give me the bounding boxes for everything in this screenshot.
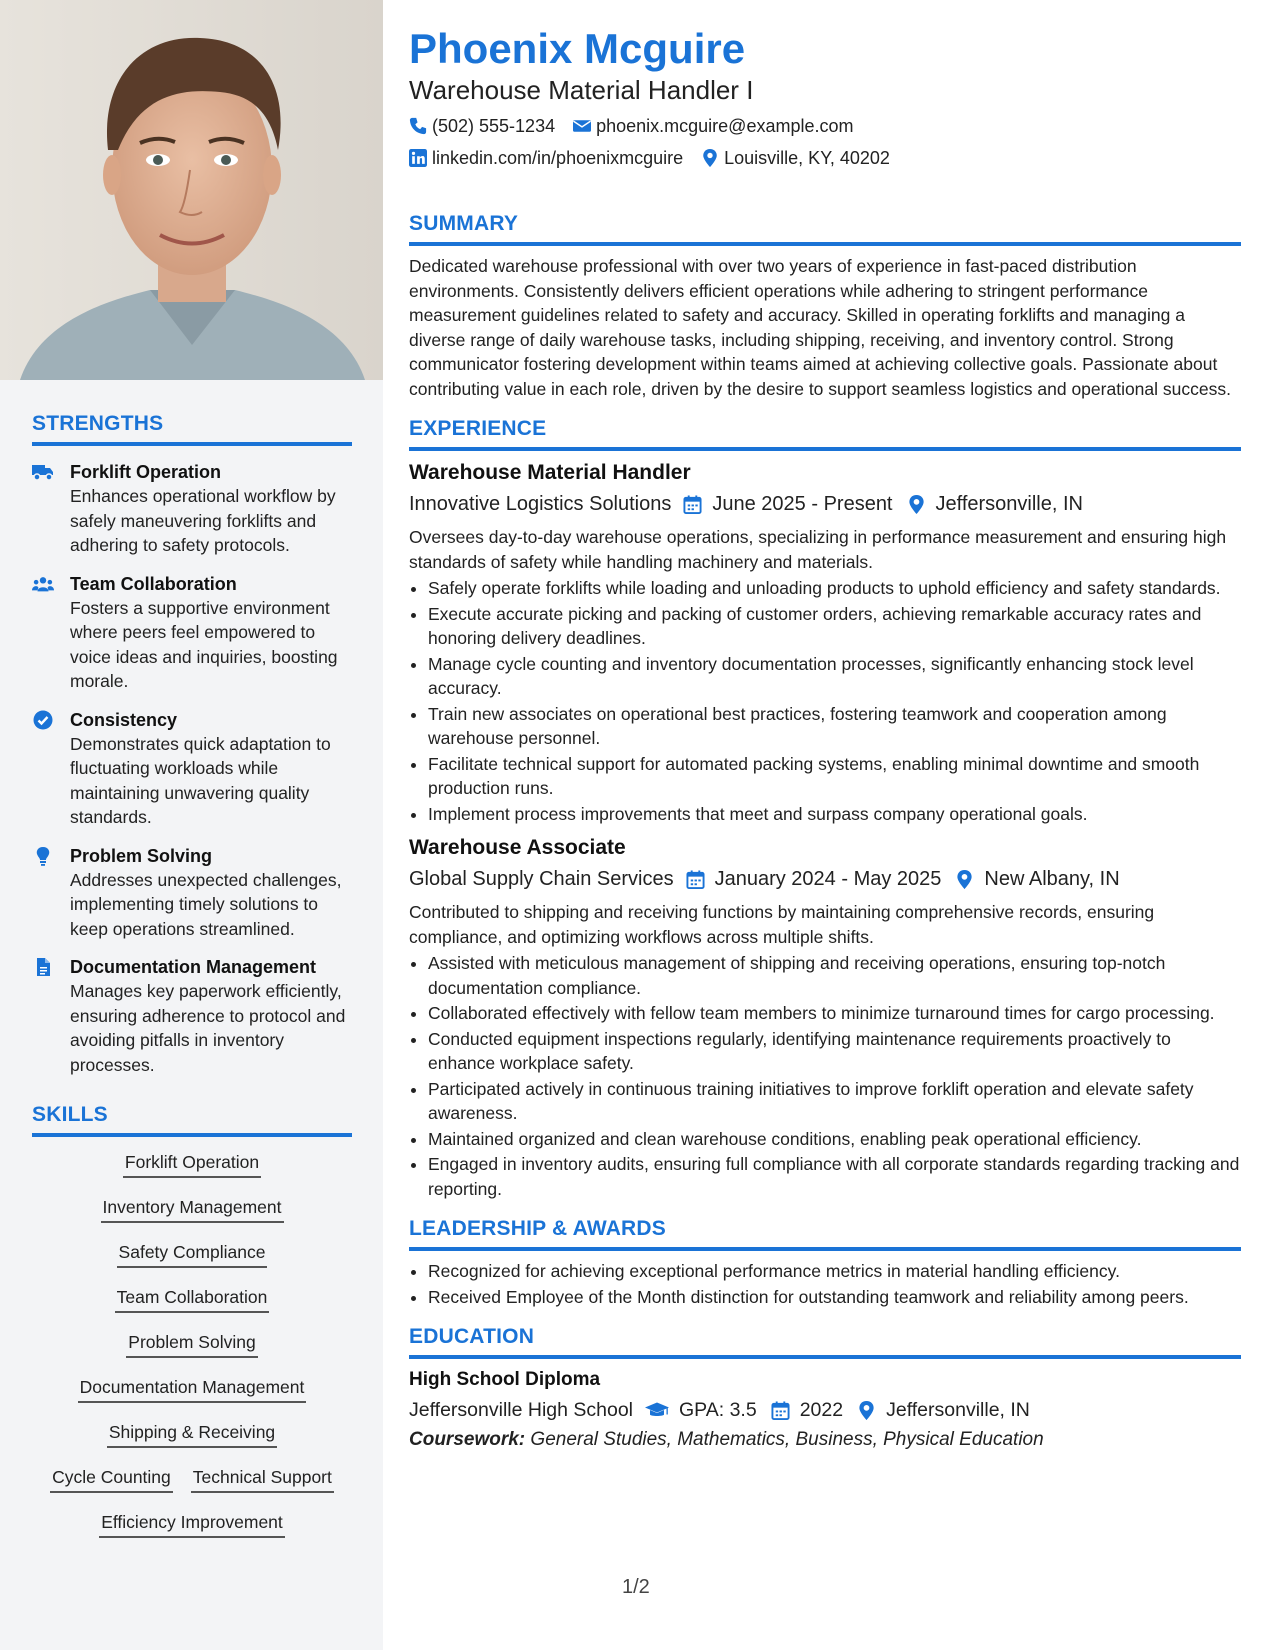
location-pin-icon [955, 870, 974, 889]
lightbulb-icon [32, 844, 70, 942]
skill-tag: Problem Solving [126, 1331, 257, 1358]
awards-section [409, 1217, 1241, 1309]
strength-title: Forklift Operation [70, 462, 222, 482]
section-divider [409, 1247, 1241, 1251]
profile-photo [0, 0, 383, 380]
bullet-item: • Safely operate forklifts while loading and unloading products to uphold efficiency and safety standards. [428, 576, 1241, 601]
job-entry [409, 459, 1241, 826]
experience-section [409, 417, 1241, 1201]
phone-icon [409, 117, 427, 135]
job-dates: January 2024 - May 2025 [714, 868, 942, 890]
contact-row [409, 146, 1241, 170]
job-meta [409, 491, 1241, 517]
bullet-item: • Assisted with meticulous management of shipping and receiving operations, ensuring top-notch documentation compliance. [428, 951, 1241, 1000]
bullet-item: • Implement process improvements that meet and surpass company operational goals. [428, 802, 1241, 827]
skill-tag: Forklift Operation [123, 1151, 261, 1178]
company-name: Global Supply Chain Services [409, 868, 674, 890]
education-section [409, 1325, 1241, 1453]
summary-title: SUMMARY [409, 212, 519, 235]
graduation-year: 2022 [799, 1399, 844, 1421]
location-pin-icon [857, 1401, 876, 1420]
location-text: Louisville, KY, 40202 [724, 147, 890, 168]
graduation-cap-icon [645, 1401, 669, 1420]
school-location: Jeffersonville, IN [886, 1399, 1030, 1421]
bullet-item: • Collaborated effectively with fellow team members to minimize turnaround times for cargo processing. [428, 1001, 1241, 1026]
job-entry [409, 834, 1241, 1201]
linkedin-link[interactable]: linkedin.com/in/phoenixmcguire [432, 147, 684, 168]
strength-item [32, 572, 352, 694]
coursework-label: Coursework: [409, 1429, 526, 1450]
strength-title: Team Collaboration [70, 573, 237, 594]
job-bullets [409, 951, 1241, 1201]
bullet-item: • Execute accurate picking and packing of customer orders, achieving remarkable accuracy rates and honoring delivery deadlines. [428, 602, 1241, 651]
candidate-name: Phoenix Mcguire [409, 25, 746, 72]
skill-tag: Inventory Management [101, 1196, 284, 1223]
calendar-icon [683, 495, 702, 514]
coursework [409, 1427, 1241, 1453]
section-divider [409, 242, 1241, 246]
strength-item [32, 955, 352, 1077]
users-icon [32, 572, 70, 694]
skill-tag: Documentation Management [78, 1376, 307, 1403]
job-title: Warehouse Material Handler [409, 461, 691, 484]
strength-description: Addresses unexpected challenges, implementing timely solutions to keep operations streamlined. [70, 869, 342, 939]
job-location: Jeffersonville, IN [935, 493, 1083, 515]
strength-item [32, 708, 352, 830]
job-summary: Contributed to shipping and receiving functions by maintaining comprehensive records, ensuring compliance, and optimizing workflows across multiple shifts. [409, 902, 1155, 947]
bullet-item: • Facilitate technical support for automated packing systems, enabling minimal downtime and smooth production runs. [428, 752, 1241, 801]
job-dates: June 2025 - Present [712, 493, 893, 515]
strength-description: Fosters a supportive environment where peers feel empowered to voice ideas and inquiries, boosting morale. [70, 597, 338, 691]
bullet-item: • Participated actively in continuous training initiatives to improve forklift operation and elevate safety awareness. [428, 1077, 1241, 1126]
strength-title: Problem Solving [70, 845, 213, 866]
bullet-item: • Train new associates on operational best practices, fostering teamwork and cooperation among warehouse personnel. [428, 702, 1241, 751]
skills-section [32, 1103, 352, 1538]
awards-bullets [409, 1259, 1241, 1309]
skill-tag: Team Collaboration [115, 1286, 270, 1313]
strength-description: Enhances operational workflow by safely maneuvering forklifts and adhering to safety protocols. [70, 486, 336, 555]
bullet-item: • Received Employee of the Month distinction for outstanding teamwork and reliability among peers. [428, 1285, 1241, 1310]
bullet-item: • Manage cycle counting and inventory documentation processes, significantly enhancing stock level accuracy. [428, 652, 1241, 701]
skill-tag: Safety Compliance [117, 1241, 268, 1268]
location-pin-icon [907, 495, 926, 514]
coursework-list: General Studies, Mathematics, Business, Physical Education [530, 1429, 1044, 1450]
skill-tag: Technical Support [191, 1466, 334, 1493]
contact-row [409, 114, 1241, 138]
job-summary: Oversees day-to-day warehouse operations, specializing in performance measurement and ensuring high standards of safety while handling machinery and materials. [409, 527, 1227, 572]
strength-item [32, 460, 352, 558]
phone-number[interactable]: (502) 555-1234 [432, 115, 556, 136]
strength-item [32, 844, 352, 942]
strength-description: Demonstrates quick adaptation to fluctuating workloads while maintaining unwavering quality standards. [70, 733, 331, 827]
education-title: EDUCATION [409, 1325, 535, 1348]
bullet-item: • Maintained organized and clean warehouse conditions, enabling peak operational efficiency. [428, 1127, 1241, 1152]
gpa: GPA: 3.5 [679, 1399, 757, 1421]
truck-icon [32, 460, 70, 558]
calendar-icon [771, 1401, 790, 1420]
strength-description: Manages key paperwork efficiently, ensuring adherence to protocol and avoiding pitfalls in inventory processes. [70, 981, 346, 1075]
bullet-item: • Recognized for achieving exceptional performance metrics in material handling efficiency. [428, 1259, 1241, 1284]
strength-title: Consistency [70, 709, 178, 730]
summary-section [409, 212, 1241, 401]
job-bullets [409, 576, 1241, 826]
job-location: New Albany, IN [984, 868, 1120, 890]
school-name: Jeffersonville High School [409, 1399, 634, 1421]
envelope-icon [573, 117, 591, 135]
section-divider [32, 1133, 352, 1137]
skills-title: SKILLS [32, 1103, 108, 1126]
check-circle-icon [32, 708, 70, 830]
candidate-role: Warehouse Material Handler I [409, 75, 754, 105]
skills-list [32, 1151, 352, 1538]
education-meta [409, 1397, 1241, 1423]
skill-tag: Efficiency Improvement [99, 1511, 285, 1538]
strength-title: Documentation Management [70, 957, 317, 977]
location-pin-icon [701, 149, 719, 167]
job-title: Warehouse Associate [409, 836, 626, 859]
email-link[interactable]: phoenix.mcguire@example.com [596, 115, 854, 136]
strengths-section [32, 412, 352, 1077]
degree-title: High School Diploma [409, 1369, 601, 1390]
section-divider [409, 447, 1241, 451]
bullet-item: • Engaged in inventory audits, ensuring full compliance with all corporate standards regarding tracking and reporting. [428, 1152, 1241, 1201]
summary-text: Dedicated warehouse professional with over two years of experience in fast-paced distribution environments. Consistently delivers efficient operations while adhering to stringent performance measurement guidelines related to safety and accuracy. Skilled in operating forklifts and managing a diverse range of daily warehouse tasks, including shipping, receiving, and inventory control. Strong communicator fostering development within teams aimed at achieving collective goals. Passionate about contributing value in each role, driven by the desire to support seamless logistics and operational success. [409, 256, 1231, 399]
calendar-icon [686, 870, 705, 889]
skill-tag: Shipping & Receiving [107, 1421, 277, 1448]
linkedin-icon [409, 149, 427, 167]
sidebar [32, 412, 352, 1556]
experience-title: EXPERIENCE [409, 417, 547, 440]
document-icon [32, 955, 70, 1077]
skill-tag: Cycle Counting [50, 1466, 173, 1493]
strengths-title: STRENGTHS [32, 412, 164, 435]
section-divider [32, 442, 352, 446]
company-name: Innovative Logistics Solutions [409, 493, 672, 515]
bullet-item: • Conducted equipment inspections regularly, identifying maintenance requirements proactively to enhance workplace safety. [428, 1027, 1241, 1076]
section-divider [409, 1355, 1241, 1359]
job-meta [409, 866, 1241, 892]
main-content [409, 24, 1241, 1453]
awards-title: LEADERSHIP & AWARDS [409, 1217, 666, 1240]
page-number: 1/2 [622, 1576, 650, 1598]
